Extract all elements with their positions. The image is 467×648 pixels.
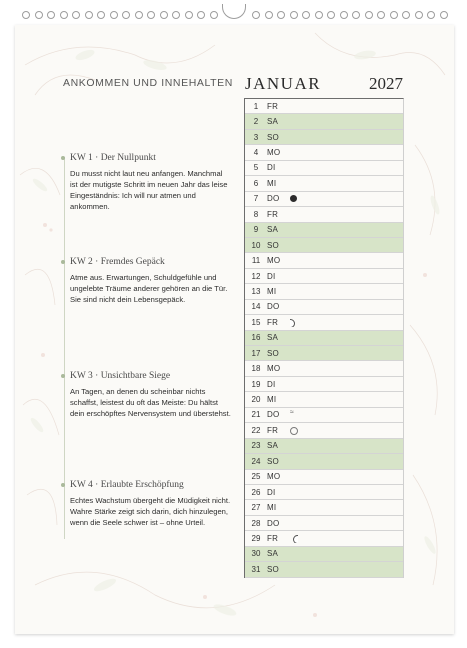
binding-ring — [185, 11, 193, 19]
timeline-dot — [61, 156, 65, 160]
day-row — [245, 485, 403, 500]
day-row — [245, 408, 403, 423]
week-text: Atme aus. Erwartungen, Schuldgefühle und ungelebte Träume anderer gehören an die Tür. Sie sind nicht dein Lebensgepäck. — [70, 273, 228, 305]
binding-ring — [35, 11, 43, 19]
page-heading: ANKOMMEN UND INNEHALTEN — [63, 77, 233, 89]
timeline-line — [64, 157, 65, 539]
weekday-abbr: MO — [267, 256, 281, 266]
weekday-abbr: MI — [267, 178, 277, 188]
day-number: 10 — [251, 240, 261, 250]
weekday-abbr: SA — [267, 333, 279, 343]
binding-ring — [340, 11, 348, 19]
binding-ring — [172, 11, 180, 19]
weekday-abbr: MO — [267, 472, 281, 482]
day-row — [245, 238, 403, 253]
day-row — [245, 253, 403, 268]
binding-ring — [390, 11, 398, 19]
small-symbol-icon: ≈ — [290, 409, 294, 417]
day-number: 1 — [253, 101, 259, 111]
day-number: 12 — [251, 271, 261, 281]
binding-ring — [302, 11, 310, 19]
day-number: 29 — [251, 533, 261, 543]
calendar-page — [15, 25, 454, 634]
day-number: 26 — [251, 487, 261, 497]
day-row — [245, 439, 403, 454]
weekday-abbr: DO — [267, 302, 280, 312]
week-block-4 — [70, 480, 232, 528]
day-row — [245, 346, 403, 361]
weekday-abbr: SO — [267, 240, 279, 250]
day-number: 8 — [253, 209, 259, 219]
binding-ring — [197, 11, 205, 19]
day-row — [245, 130, 403, 145]
binding-ring — [97, 11, 105, 19]
day-number: 2 — [253, 117, 259, 127]
day-row — [245, 284, 403, 299]
timeline-dot — [61, 483, 65, 487]
day-number: 21 — [251, 410, 261, 420]
weekday-abbr: SO — [267, 456, 279, 466]
day-row — [245, 269, 403, 284]
weekday-abbr: DO — [267, 518, 280, 528]
day-row — [245, 423, 403, 438]
first-quarter-icon — [289, 317, 303, 328]
binding-ring — [85, 11, 93, 19]
binding-ring — [365, 11, 373, 19]
new-moon-icon — [289, 193, 303, 204]
weekday-abbr: SO — [267, 348, 279, 358]
binding-ring — [402, 11, 410, 19]
week-title: KW 1 · Der Nullpunkt — [70, 153, 156, 163]
day-number: 13 — [251, 286, 261, 296]
day-row — [245, 531, 403, 546]
day-row — [245, 516, 403, 531]
weekday-abbr: SA — [267, 549, 279, 559]
weekday-abbr: FR — [267, 533, 279, 543]
binding-ring — [377, 11, 385, 19]
weekday-abbr: DO — [267, 194, 280, 204]
weekday-abbr: SA — [267, 441, 279, 451]
binding-ring — [122, 11, 130, 19]
week-block-2 — [70, 257, 232, 305]
year: 2027 — [369, 74, 403, 93]
week-title: KW 4 · Erlaubte Erschöpfung — [70, 480, 184, 490]
day-row — [245, 114, 403, 129]
binding-ring — [440, 11, 448, 19]
day-row — [245, 547, 403, 562]
weekday-abbr: SO — [267, 564, 279, 574]
day-row — [245, 223, 403, 238]
binding-ring — [352, 11, 360, 19]
weekday-abbr: DI — [267, 379, 276, 389]
day-number: 25 — [251, 472, 261, 482]
day-row — [245, 315, 403, 330]
day-row — [245, 562, 403, 577]
weekday-abbr: SO — [267, 132, 279, 142]
day-number: 17 — [251, 348, 261, 358]
binding-ring — [427, 11, 435, 19]
weekday-abbr: FR — [267, 101, 279, 111]
day-number: 11 — [251, 256, 261, 266]
weekday-abbr: DI — [267, 163, 276, 173]
weekday-abbr: MI — [267, 286, 277, 296]
weekday-abbr: MI — [267, 395, 277, 405]
day-number: 9 — [253, 225, 259, 235]
day-row — [245, 377, 403, 392]
day-row — [245, 161, 403, 176]
day-number: 27 — [251, 503, 261, 513]
binding-ring — [327, 11, 335, 19]
week-text: Du musst nicht laut neu anfangen. Manchmal ist der mutigste Schritt im neuen Jahr das leise Eingeständnis: Ich will nur atmen und ankommen. — [70, 169, 228, 212]
binding-ring — [135, 11, 143, 19]
month-calendar — [244, 70, 404, 578]
last-quarter-icon — [289, 533, 303, 544]
day-number: 14 — [251, 302, 261, 312]
weekday-abbr: DO — [267, 410, 280, 420]
week-title: KW 2 · Fremdes Gepäck — [70, 257, 165, 267]
binding-ring — [315, 11, 323, 19]
week-text: Echtes Wachstum übergeht die Müdigkeit nicht. Wahre Stärke zeigt sich darin, dich hinzulegen, wenn die Seele schwer ist – ohne Urteil. — [70, 496, 231, 528]
day-number: 22 — [251, 425, 261, 435]
weekday-abbr: FR — [267, 425, 279, 435]
weekday-abbr: FR — [267, 209, 279, 219]
day-row — [245, 145, 403, 160]
week-block-3 — [70, 371, 232, 419]
day-row — [245, 470, 403, 485]
binding-ring — [60, 11, 68, 19]
binding-ring — [22, 11, 30, 19]
binding-ring — [47, 11, 55, 19]
day-row — [245, 331, 403, 346]
day-number: 31 — [251, 564, 261, 574]
day-number: 6 — [253, 178, 259, 188]
day-row — [245, 99, 403, 114]
weekday-abbr: MO — [267, 148, 281, 158]
binding-ring — [147, 11, 155, 19]
day-list — [244, 98, 404, 578]
day-number: 24 — [251, 456, 261, 466]
timeline-dot — [61, 374, 65, 378]
binding-ring — [72, 11, 80, 19]
calendar-header — [244, 70, 404, 98]
weekday-abbr: SA — [267, 225, 279, 235]
day-number: 19 — [251, 379, 261, 389]
day-row — [245, 300, 403, 315]
binding-ring — [290, 11, 298, 19]
month-name: JANUAR — [245, 74, 322, 93]
day-number: 3 — [253, 132, 259, 142]
binding-ring — [277, 11, 285, 19]
day-number: 5 — [253, 163, 259, 173]
weekday-abbr: MO — [267, 364, 281, 374]
day-row — [245, 392, 403, 407]
weekday-abbr: SA — [267, 117, 279, 127]
day-number: 7 — [253, 194, 259, 204]
binding-ring — [210, 11, 218, 19]
day-number: 15 — [251, 317, 261, 327]
day-number: 20 — [251, 395, 261, 405]
weekday-abbr: DI — [267, 271, 276, 281]
day-number: 23 — [251, 441, 261, 451]
binding-ring — [160, 11, 168, 19]
week-text: An Tagen, an denen du scheinbar nichts schaffst, leistest du oft das Meiste: Du hältst dein erschöpftes Nervensystem und überstehst. — [70, 387, 231, 419]
day-row — [245, 454, 403, 469]
day-number: 28 — [251, 518, 261, 528]
day-number: 4 — [253, 148, 259, 158]
day-row — [245, 207, 403, 222]
week-block-1 — [70, 153, 232, 212]
weekday-abbr: MI — [267, 503, 277, 513]
day-row — [245, 192, 403, 207]
day-number: 18 — [251, 364, 261, 374]
binding-ring — [252, 11, 260, 19]
week-title: KW 3 · Unsichtbare Siege — [70, 371, 171, 381]
day-row — [245, 361, 403, 376]
timeline-dot — [61, 260, 65, 264]
binding-ring — [265, 11, 273, 19]
binding-ring — [415, 11, 423, 19]
day-number: 30 — [251, 549, 261, 559]
day-number: 16 — [251, 333, 261, 343]
weekday-abbr: FR — [267, 317, 279, 327]
day-row — [245, 176, 403, 191]
full-moon-icon — [289, 425, 303, 436]
weekday-abbr: DI — [267, 487, 276, 497]
day-row — [245, 500, 403, 515]
binding-ring — [110, 11, 118, 19]
